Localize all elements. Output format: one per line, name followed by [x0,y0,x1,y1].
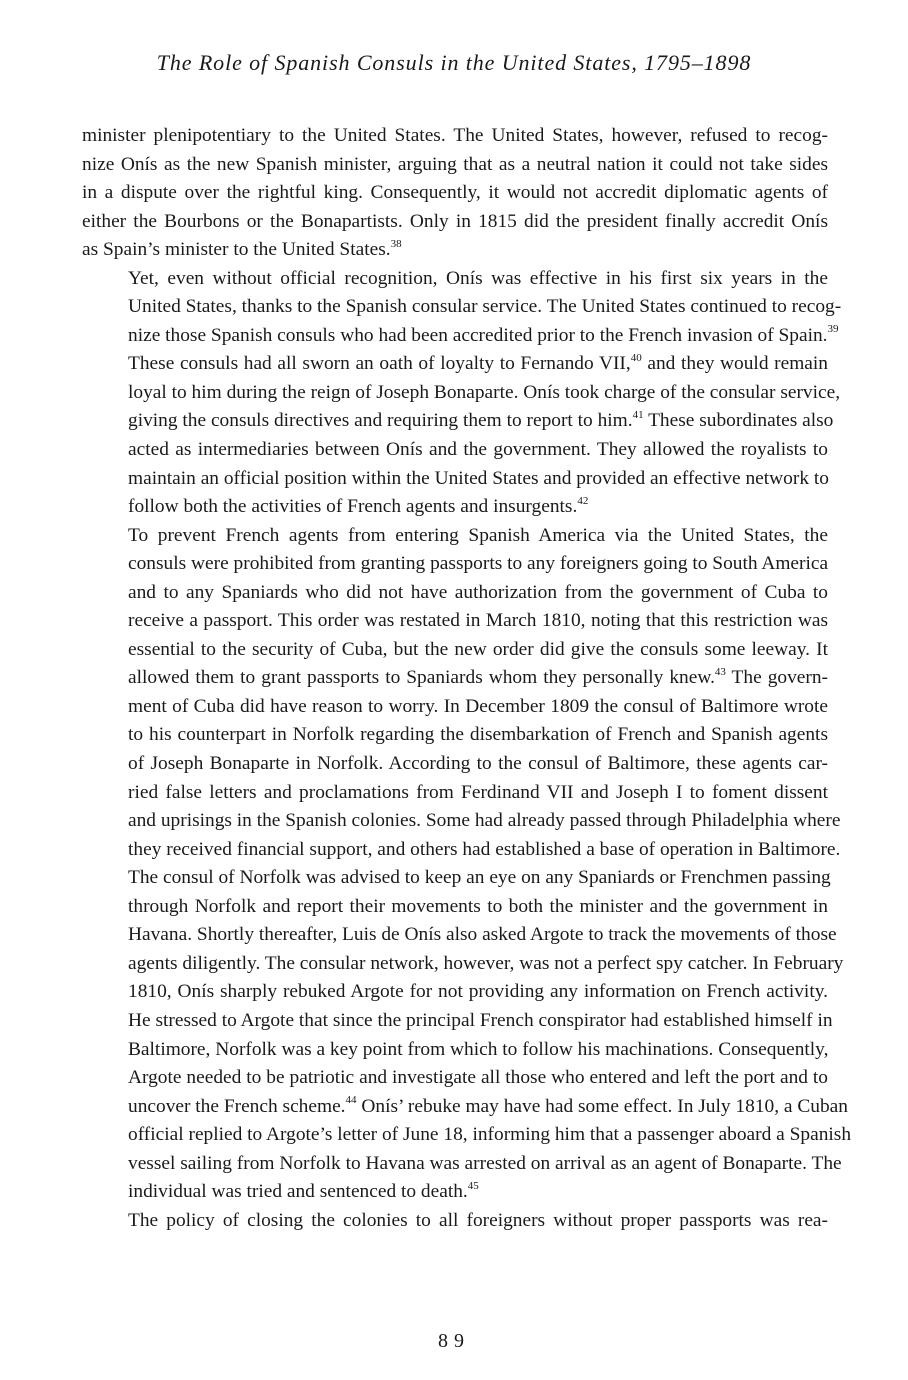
text-line [82,978,828,1007]
line-text: they received financial support, and others had established a base of operation in Baltimore. [128,838,841,860]
text-line [82,208,828,237]
line-text: nize Onís as the new Spanish minister, arguing that as a neutral nation it could not take sides [82,153,828,175]
paragraph [82,265,842,522]
text-line [82,493,828,522]
text-line [82,950,844,979]
footnote-marker: 38 [390,237,402,250]
text-line [82,1093,848,1122]
text-line [82,1036,828,1065]
text-line [82,1064,828,1093]
line-text: either the Bourbons or the Bonapartists. Only in 1815 did the president finally accredit Onís [82,210,828,232]
line-text: These consuls had all sworn an oath of loyalty to Fernando VII, [128,353,631,375]
line-text: official replied to Argote’s letter of June 18, informing him that a passenger aboard a Spanish [128,1124,852,1146]
line-text: giving the consuls directives and requiring them to report to him. [128,410,633,432]
footnote-marker: 43 [714,665,726,678]
line-text: Baltimore, Norfolk was a key point from which to follow his machinations. Consequently, [128,1038,829,1060]
page-number: 89 [438,1330,470,1352]
text-line [82,693,828,722]
line-text: ment of Cuba did have reason to worry. In December 1809 the consul of Baltimore wrote [128,695,828,717]
line-text: ried false letters and proclamations from Ferdinand VII and Joseph I to foment dissent [128,781,828,803]
line-text: agents diligently. The consular network, however, was not a perfect spy catcher. In February [128,952,844,974]
text-line [82,550,828,579]
paragraph [82,522,852,1207]
footnote-marker: 39 [827,323,839,336]
text-line [82,836,841,865]
text-line [82,864,831,893]
line-text: as Spain’s minister to the United States. [82,239,391,261]
text-line [82,1007,833,1036]
line-text: to his counterpart in Norfolk regarding the disembarkation of French and Spanish agents [128,724,828,746]
line-text: To prevent French agents from entering Spanish America via the United States, the [128,524,828,546]
running-head: The Role of Spanish Consuls in the United States, 1795–1898 [156,50,752,75]
line-text: vessel sailing from Norfolk to Havana was arrested on arrival as an agent of Bonaparte. The [128,1152,842,1174]
line-text: minister plenipotentiary to the United States. The United States, however, refused to recog- [82,125,828,146]
text-line [82,893,828,922]
line-text: follow both the activities of French agents and insurgents. [128,496,578,518]
line-text: Yet, even without official recognition, Onís was effective in his first six years in the [128,267,828,289]
line-text: of Joseph Bonaparte in Norfolk. According to the consul of Baltimore, these agents car- [128,753,828,775]
footnote-marker: 40 [630,351,642,364]
line-text: United States, thanks to the Spanish consular service. The United States continued to recog- [128,296,842,318]
text-line [82,579,828,608]
paragraph [82,122,828,265]
line-text-after-note: The govern- [725,667,828,689]
text-line [82,1178,828,1207]
text-line [82,122,828,151]
text-line [82,921,837,950]
text-line [82,407,834,436]
line-text-after-note: These subordinates also [643,410,834,432]
line-text-after-note: and they would remain [641,353,828,375]
text-line [82,636,828,665]
line-text: essential to the security of Cuba, but the new order did give the consuls some leeway. It [128,638,828,660]
text-line [82,750,828,779]
line-text: and to any Spaniards who did not have authorization from the government of Cuba to [128,581,828,603]
body-text [82,122,852,1235]
text-line [82,151,828,180]
text-line [82,1207,828,1236]
line-text: maintain an official position within the United States and provided an effective network to [128,467,829,489]
line-text: and uprisings in the Spanish colonies. Some had already passed through Philadelphia where [128,810,841,832]
line-text: The policy of closing the colonies to all foreigners without proper passports was rea- [128,1209,828,1231]
line-text: He stressed to Argote that since the principal French conspirator had established himself in [128,1009,833,1031]
line-text: receive a passport. This order was restated in March 1810, noting that this restriction was [128,610,828,632]
line-text: 1810, Onís sharply rebuked Argote for not providing any information on French activity. [128,981,828,1003]
text-line [82,293,842,322]
text-line [82,664,828,693]
line-text: nize those Spanish consuls who had been accredited prior to the French invasion of Spain. [128,324,828,346]
line-text-after-note: Onís’ rebuke may have had some effect. In July 1810, a Cuban [356,1095,848,1117]
text-line [82,179,828,208]
line-text: individual was tried and sentenced to death. [128,1181,468,1203]
line-text: in a dispute over the rightful king. Consequently, it would not accredit diplomatic agents of [82,182,828,204]
paragraph [82,1207,828,1236]
line-text: loyal to him during the reign of Joseph Bonaparte. Onís took charge of the consular service, [128,381,841,403]
text-line [82,236,828,265]
text-line [82,1121,852,1150]
text-line [82,721,828,750]
line-text: The consul of Norfolk was advised to keep an eye on any Spaniards or Frenchmen passing [128,867,831,889]
text-line [82,465,828,494]
text-line [82,265,828,294]
text-line [82,379,841,408]
text-line [82,322,839,351]
footnote-marker: 42 [577,494,589,507]
line-text: allowed them to grant passports to Spaniards whom they personally knew. [128,667,715,689]
line-text: uncover the French scheme. [128,1095,346,1117]
text-line [82,807,841,836]
text-line [82,522,828,551]
line-text: through Norfolk and report their movements to both the minister and the government in [128,895,828,917]
text-line [82,350,828,379]
line-text: consuls were prohibited from granting passports to any foreigners going to South America [128,553,829,575]
text-line [82,779,828,808]
footnote-marker: 44 [345,1094,357,1107]
line-text: Argote needed to be patriotic and investigate all those who entered and left the port and to [128,1067,828,1089]
footnote-marker: 45 [467,1179,479,1192]
line-text: acted as intermediaries between Onís and the government. They allowed the royalists to [128,439,828,461]
text-line [82,607,828,636]
text-line [82,1150,842,1179]
line-text: Havana. Shortly thereafter, Luis de Onís also asked Argote to track the movements of those [128,924,837,946]
footnote-marker: 41 [632,409,644,421]
text-line [82,436,828,465]
